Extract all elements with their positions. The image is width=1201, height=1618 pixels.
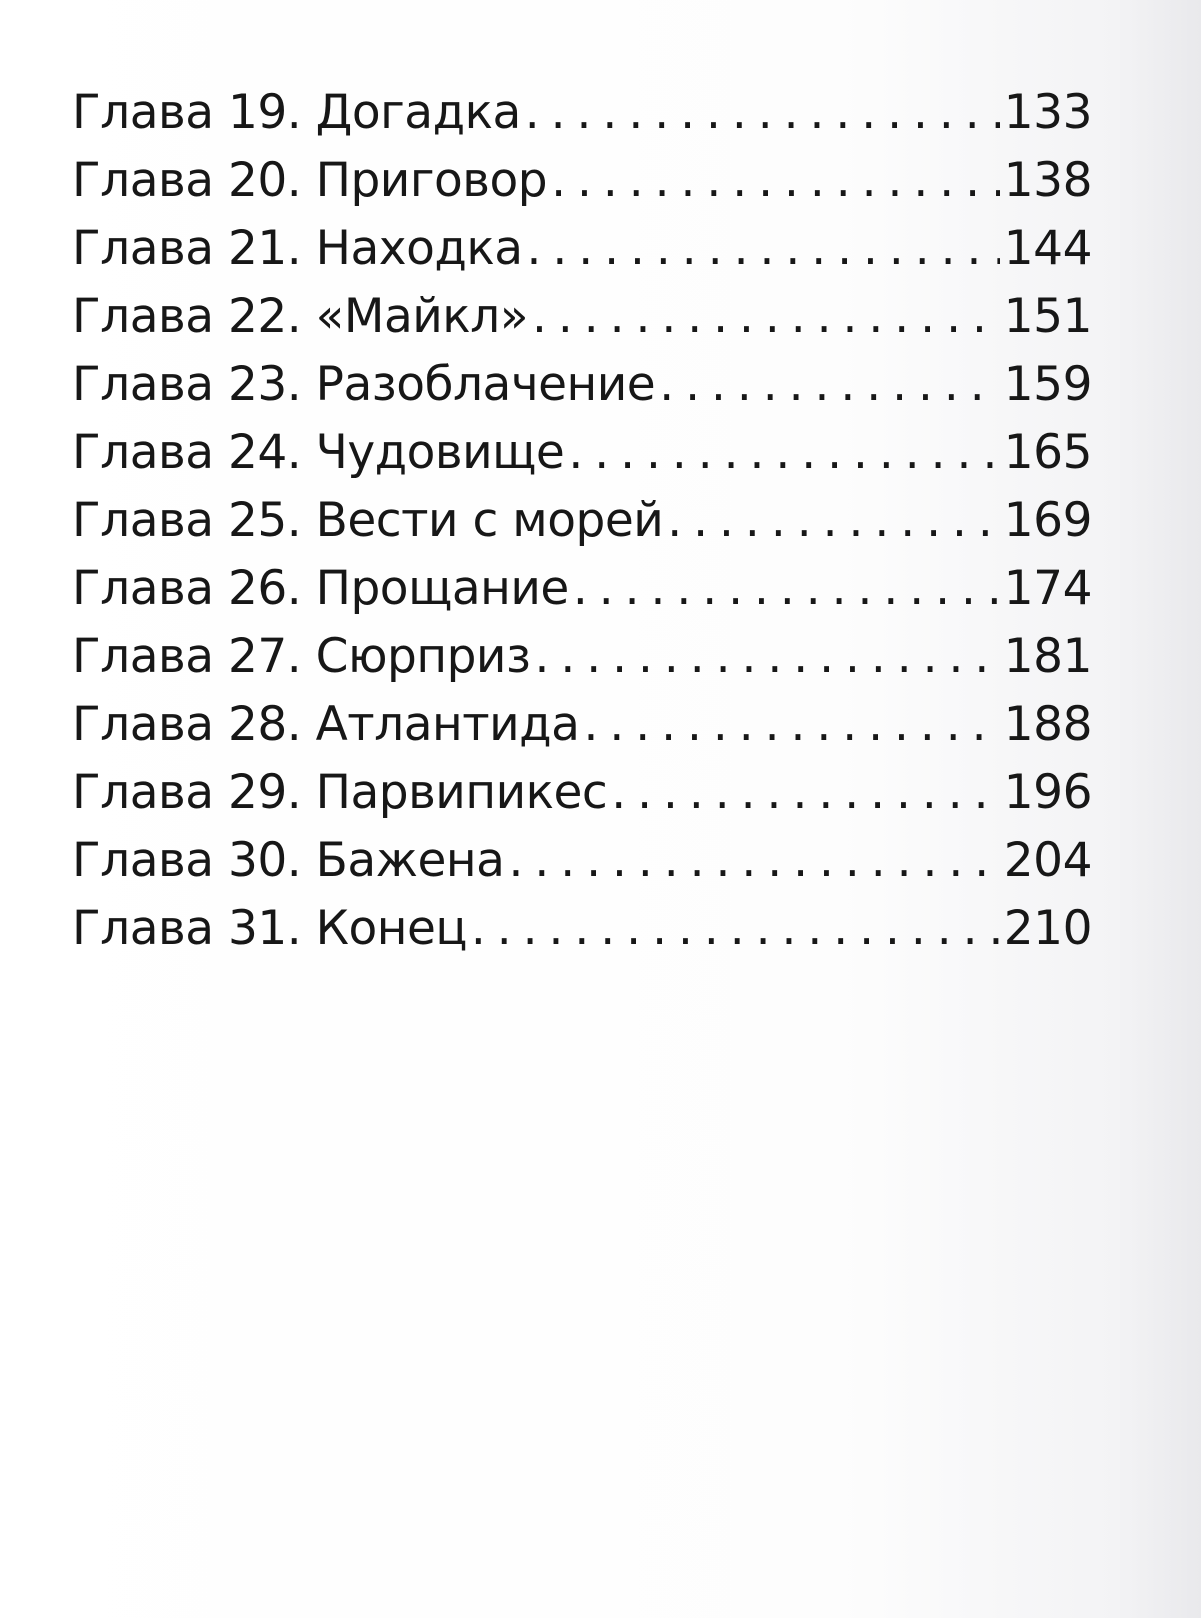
toc-entry (72, 561, 1092, 629)
page-number: 174 (1003, 561, 1092, 616)
page-number: 159 (1003, 357, 1092, 412)
chapter-title: Глава 19. Догадка (72, 85, 521, 140)
table-of-contents (72, 85, 1092, 969)
toc-entry (72, 629, 1092, 697)
chapter-title: Глава 20. Приговор (72, 153, 548, 208)
page-number: 165 (1003, 425, 1092, 480)
page-number: 138 (1003, 153, 1092, 208)
dot-leader (583, 697, 999, 752)
toc-entry (72, 493, 1092, 561)
page-number: 144 (1003, 221, 1092, 276)
page-number: 133 (1003, 85, 1092, 140)
toc-entry (72, 153, 1092, 221)
toc-entry (72, 425, 1092, 493)
dot-leader (667, 493, 999, 548)
dot-leader (508, 833, 999, 888)
toc-entry (72, 833, 1092, 901)
chapter-title: Глава 23. Разоблачение (72, 357, 656, 412)
chapter-title: Глава 22. «Майкл» (72, 289, 528, 344)
chapter-title: Глава 30. Бажена (72, 833, 505, 888)
toc-entry (72, 85, 1092, 153)
chapter-title: Глава 25. Вести с морей (72, 493, 664, 548)
page-number: 169 (1003, 493, 1092, 548)
dot-leader (527, 221, 1000, 276)
dot-leader (611, 765, 1000, 820)
toc-entry (72, 357, 1092, 425)
page-number: 181 (1003, 629, 1092, 684)
dot-leader (573, 561, 1000, 616)
toc-entry (72, 221, 1092, 289)
page-number: 204 (1003, 833, 1092, 888)
page-number: 196 (1003, 765, 1092, 820)
dot-leader (568, 425, 999, 480)
dot-leader (551, 153, 1000, 208)
chapter-title: Глава 27. Сюрприз (72, 629, 531, 684)
dot-leader (525, 85, 1000, 140)
dot-leader (532, 289, 1000, 344)
chapter-title: Глава 28. Атлантида (72, 697, 580, 752)
dot-leader (659, 357, 1000, 412)
chapter-title: Глава 24. Чудовище (72, 425, 565, 480)
dot-leader (534, 629, 999, 684)
chapter-title: Глава 29. Парвипикес (72, 765, 608, 820)
chapter-title: Глава 26. Прощание (72, 561, 569, 616)
page-number: 210 (1003, 901, 1092, 956)
page-number: 151 (1003, 289, 1092, 344)
toc-entry (72, 765, 1092, 833)
toc-entry (72, 289, 1092, 357)
toc-entry (72, 697, 1092, 765)
page-number: 188 (1003, 697, 1092, 752)
chapter-title: Глава 31. Конец (72, 901, 467, 956)
dot-leader (471, 901, 1000, 956)
chapter-title: Глава 21. Находка (72, 221, 523, 276)
toc-entry (72, 901, 1092, 969)
